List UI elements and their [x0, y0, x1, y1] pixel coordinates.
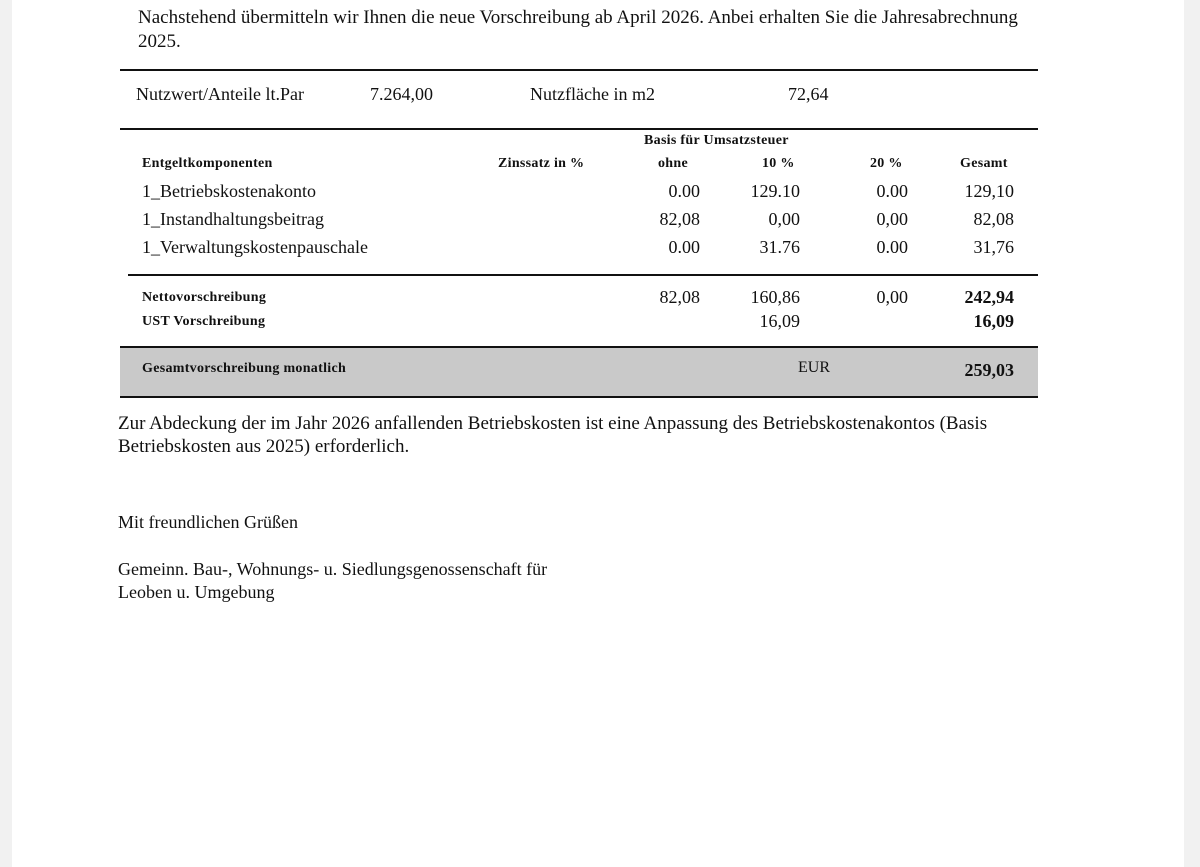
company-name-line-1: Gemeinn. Bau-, Wohnungs- u. Siedlungsgenossenschaft für	[118, 559, 548, 579]
netto-gesamt: 242,94	[964, 287, 1014, 307]
row-3-name: 1_Verwaltungskostenpauschale	[142, 237, 368, 257]
top-rule	[120, 69, 1038, 71]
nutzwert-label: Nutzwert/Anteile lt.Par	[136, 84, 304, 104]
table-top-rule	[120, 128, 1038, 130]
col-header-zinssatz: Zinssatz in %	[498, 156, 585, 171]
row-2-10: 0,00	[768, 209, 800, 229]
row-3-10: 31.76	[759, 237, 800, 257]
netto-ohne: 82,08	[659, 287, 700, 307]
row-1-20: 0.00	[876, 181, 908, 201]
col-header-20: 20 %	[870, 156, 903, 171]
nutzflaeche-value: 72,64	[788, 84, 829, 104]
total-value: 259,03	[964, 360, 1014, 380]
ust-label: UST Vorschreibung	[142, 314, 266, 329]
closing-greeting: Mit freundlichen Grüßen	[118, 512, 298, 532]
row-2-ohne: 82,08	[659, 209, 700, 229]
netto-20: 0,00	[876, 287, 908, 307]
col-header-gesamt: Gesamt	[960, 156, 1008, 171]
row-1-ohne: 0.00	[668, 181, 700, 201]
ust-gesamt: 16,09	[973, 311, 1014, 331]
row-1-10: 129.10	[750, 181, 800, 201]
row-3-ohne: 0.00	[668, 237, 700, 257]
row-2-gesamt: 82,08	[973, 209, 1014, 229]
document-page	[12, 0, 1184, 867]
row-3-20: 0.00	[876, 237, 908, 257]
intro-paragraph: Nachstehend übermitteln wir Ihnen die neue Vorschreibung ab April 2026. Anbei erhalten Sie die Jahresabrechnung 2025.	[138, 7, 1018, 52]
row-1-gesamt: 129,10	[964, 181, 1014, 201]
col-header-ohne: ohne	[658, 156, 688, 171]
row-2-20: 0,00	[876, 209, 908, 229]
col-header-10: 10 %	[762, 156, 795, 171]
row-2-name: 1_Instandhaltungsbeitrag	[142, 209, 324, 229]
subtotal-rule	[128, 274, 1038, 276]
nutzflaeche-label: Nutzfläche in m2	[530, 84, 655, 104]
total-label: Gesamtvorschreibung monatlich	[142, 361, 347, 376]
row-3-gesamt: 31,76	[973, 237, 1014, 257]
netto-10: 160,86	[750, 287, 800, 307]
netto-label: Nettovorschreibung	[142, 290, 267, 305]
row-1-name: 1_Betriebskostenakonto	[142, 181, 316, 201]
basis-header: Basis für Umsatzsteuer	[644, 133, 789, 148]
nutzwert-value: 7.264,00	[370, 84, 433, 104]
adjustment-note: Zur Abdeckung der im Jahr 2026 anfallenden Betriebskosten ist eine Anpassung des Betriebskostenakontos (Basis Betriebskosten aus 2025) erforderlich.	[118, 413, 988, 457]
col-header-component: Entgeltkomponenten	[142, 156, 273, 171]
total-currency: EUR	[798, 359, 830, 376]
ust-10: 16,09	[759, 311, 800, 331]
company-name-line-2: Leoben u. Umgebung	[118, 582, 275, 602]
